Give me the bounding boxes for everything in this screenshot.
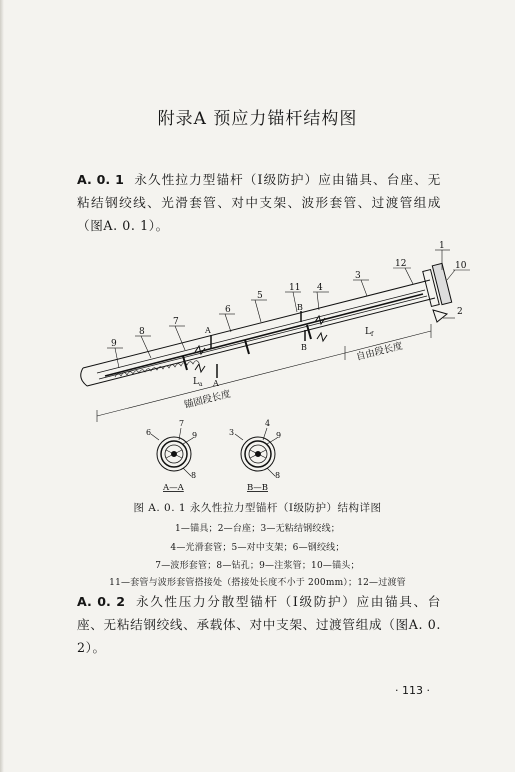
anchor-structure-figure xyxy=(75,240,475,500)
section-b-label-9: 9 xyxy=(276,431,282,440)
legend-line: 11—套管与波形套管搭接处（搭接处长度不小于 200mm）；12—过渡管 xyxy=(109,578,406,588)
section-b-title: B—B xyxy=(247,483,268,493)
part-number-11: 11 xyxy=(289,283,301,293)
part-number-10: 10 xyxy=(455,261,467,271)
section-b-label-8: 8 xyxy=(275,471,281,480)
section-a-label-6: 6 xyxy=(146,428,152,437)
paragraph-a01 xyxy=(77,168,441,237)
part-number-3: 3 xyxy=(355,271,361,281)
part-number-5: 5 xyxy=(257,291,263,301)
cross-section-b xyxy=(235,428,277,476)
clause-number: A. 0. 1 xyxy=(77,172,124,187)
legend-line: 4—光滑套管；5—对中支架；6—钢绞线； xyxy=(170,543,345,553)
free-length-symbol: $L_f$ xyxy=(365,327,374,338)
page-number: · 113 · xyxy=(395,684,430,697)
paragraph-a02 xyxy=(77,590,441,659)
part-number-8: 8 xyxy=(139,327,145,337)
part-number-6: 6 xyxy=(225,305,231,315)
cross-section-a xyxy=(151,428,193,476)
anchor-length-symbol: $L_a$ xyxy=(193,377,203,388)
dimension-lines xyxy=(97,324,431,422)
part-number-2: 2 xyxy=(457,307,463,317)
section-a-label-9: 9 xyxy=(192,431,198,440)
figure-caption: 图 A. 0. 1 永久性拉力型锚杆（Ⅰ级防护）结构详图 xyxy=(133,502,382,514)
free-length-label: 自由段长度 xyxy=(355,340,404,363)
section-a-title: A—A xyxy=(163,483,184,493)
section-a-label-8: 8 xyxy=(191,471,197,480)
section-b-label-4: 4 xyxy=(265,419,271,428)
section-mark-a-bottom: A xyxy=(213,379,219,388)
appendix-title: 附录A 预应力锚杆结构图 xyxy=(157,109,358,129)
part-number-7: 7 xyxy=(173,317,179,327)
section-mark-b-bottom: B xyxy=(301,343,307,352)
leader-lines xyxy=(107,250,470,368)
legend-line: 1—锚具；2—台座；3—无粘结钢绞线； xyxy=(175,524,340,534)
part-number-1: 1 xyxy=(439,241,445,251)
clause-text: 永久性拉力型锚杆（Ⅰ级防护）应由锚具、台座、无粘结钢绞线、光滑套管、对中支架、波形套管、过渡管组成（图A. 0. 1）。 xyxy=(77,172,441,233)
anchor-length-label: 锚固段长度 xyxy=(183,388,232,411)
section-mark-a-top: A xyxy=(205,326,211,335)
section-mark-b-top: B xyxy=(297,303,303,312)
part-number-9: 9 xyxy=(111,339,117,349)
section-b-label-3: 3 xyxy=(229,428,235,437)
part-number-4: 4 xyxy=(317,283,323,293)
section-a-label-7: 7 xyxy=(179,419,185,428)
clause-number: A. 0. 2 xyxy=(77,594,125,609)
legend-line: 7—波形套管；8—钻孔；9—注浆管；10—锚头； xyxy=(155,561,360,571)
part-number-12: 12 xyxy=(395,259,407,269)
clause-text: 永久性压力分散型锚杆（Ⅰ级防护）应由锚具、台座、无粘结钢绞线、承载体、对中支架、过渡管组成（图A. 0. 2）。 xyxy=(77,594,441,655)
anchor-body xyxy=(81,263,452,386)
